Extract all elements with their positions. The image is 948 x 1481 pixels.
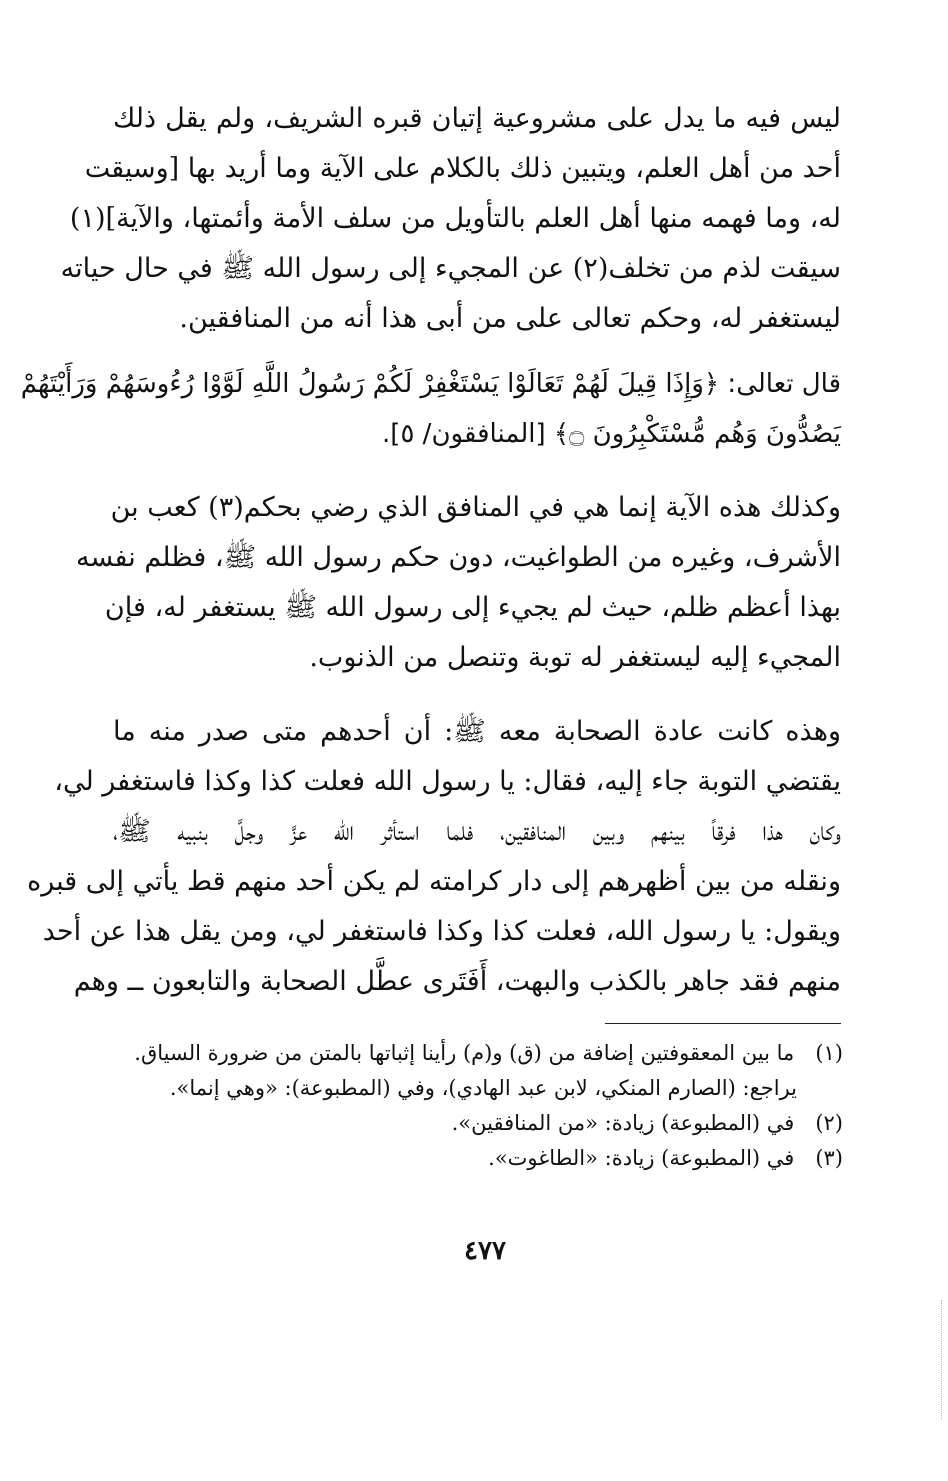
footnote-text: في (المطبوعة) زيادة: «من المنافقين». <box>451 1111 795 1135</box>
text-line: يقتضي التوبة جاء إليه، فقال: يا رسول الله فعلت كذا وكذا فاستغفر لي، <box>54 766 841 797</box>
quran-verse-line: قال تعالى: ﴿وَإِذَا قِيلَ لَهُمْ تَعَالَوْا يَسْتَغْفِرْ لَكُمْ رَسُولُ اللَّهِ لَوَّوْا رُءُوسَهُمْ وَرَأَيْتَهُمْ <box>20 369 841 399</box>
text-line: المجيء إليه ليستغفر له توبة وتنصل من الذنوب. <box>309 642 841 673</box>
footnote-2 <box>103 1106 843 1141</box>
footnote-3 <box>103 1141 843 1176</box>
text-line: ونقله من بين أظهرهم إلى دار كرامته لم يكن أحد منهم قط يأتي إلى قبره <box>27 866 841 897</box>
footnote-text: ما بين المعقوفتين إضافة من (ق) و(م) رأينا إثباتها بالمتن من ضرورة السياق. <box>134 1041 795 1065</box>
paragraph-1 <box>60 94 841 344</box>
text-line: الأشرف، وغيره من الطواغيت، دون حكم رسول الله ﷺ، فظلم نفسه <box>76 542 841 573</box>
quran-verse-line: يَصُدُّونَ وَهُم مُّسْتَكْبِرُونَ ۝﴾ [المنافقون/ ٥]. <box>382 419 841 449</box>
text-line: منهم فقد جاهر بالكذب والبهت، أَفَتَرى عطَّل الصحابة والتابعون ــ وهم <box>73 966 841 997</box>
text-line: بهذا أعظم ظلم، حيث لم يجيء إلى رسول الله ﷺ يستغفر له، فإن <box>104 592 841 623</box>
footnote-number: (٢) <box>815 1111 843 1135</box>
text-line: ليستغفر له، وحكم تعالى على من أبى هذا أنه من المنافقين. <box>179 303 841 334</box>
footnote-1-continuation <box>103 1071 843 1106</box>
text-line: له، وما فهمه منها أهل العلم بالتأويل من سلف الأمة وأئمتها، والآية](١) <box>69 203 841 234</box>
footnotes <box>103 1036 843 1176</box>
scan-edge-marks <box>939 1300 942 1420</box>
quran-quote-paragraph <box>20 359 841 459</box>
text-line: ويقول: يا رسول الله، فعلت كذا وكذا فاستغفر لي، ومن يقل هذا عن أحد <box>42 916 841 947</box>
text-line: سيقت لذم من تخلف(٢) عن المجيء إلى رسول الله ﷺ في حال حياته <box>60 253 841 284</box>
text-line: وكان هذا فرقاً بينهم وبين المنافقين، فلما استأثر الله عزَّ وجلَّ بنبيه ﷺ، <box>113 816 841 847</box>
text-line: ليس فيه ما يدل على مشروعية إتيان قبره الشريف، ولم يقل ذلك <box>113 103 841 134</box>
footnote-separator <box>605 1023 841 1024</box>
footnote-number: (٣) <box>815 1146 843 1170</box>
footnote-1 <box>103 1036 843 1071</box>
footnote-text: يراجع: (الصارم المنكي، لابن عبد الهادي)، وفي (المطبوعة): «وهي إنما». <box>169 1076 797 1100</box>
footnote-text: في (المطبوعة) زيادة: «الطاغوت». <box>488 1146 795 1170</box>
text-line: أحد من أهل العلم، ويتبين ذلك بالكلام على الآية وما أريد بها [وسيقت <box>84 153 841 184</box>
text-line: وكذلك هذه الآية إنما هي في المنافق الذي رضي بحكم(٣) كعب بن <box>110 492 841 523</box>
text-line: وهذه كانت عادة الصحابة معه ﷺ: أن أحدهم متى صدر منه ما <box>113 716 841 747</box>
paragraph-3 <box>76 483 841 683</box>
paragraph-4 <box>27 707 841 1007</box>
footnote-number: (١) <box>815 1041 843 1065</box>
page-number: ٤٧٧ <box>464 1236 506 1266</box>
